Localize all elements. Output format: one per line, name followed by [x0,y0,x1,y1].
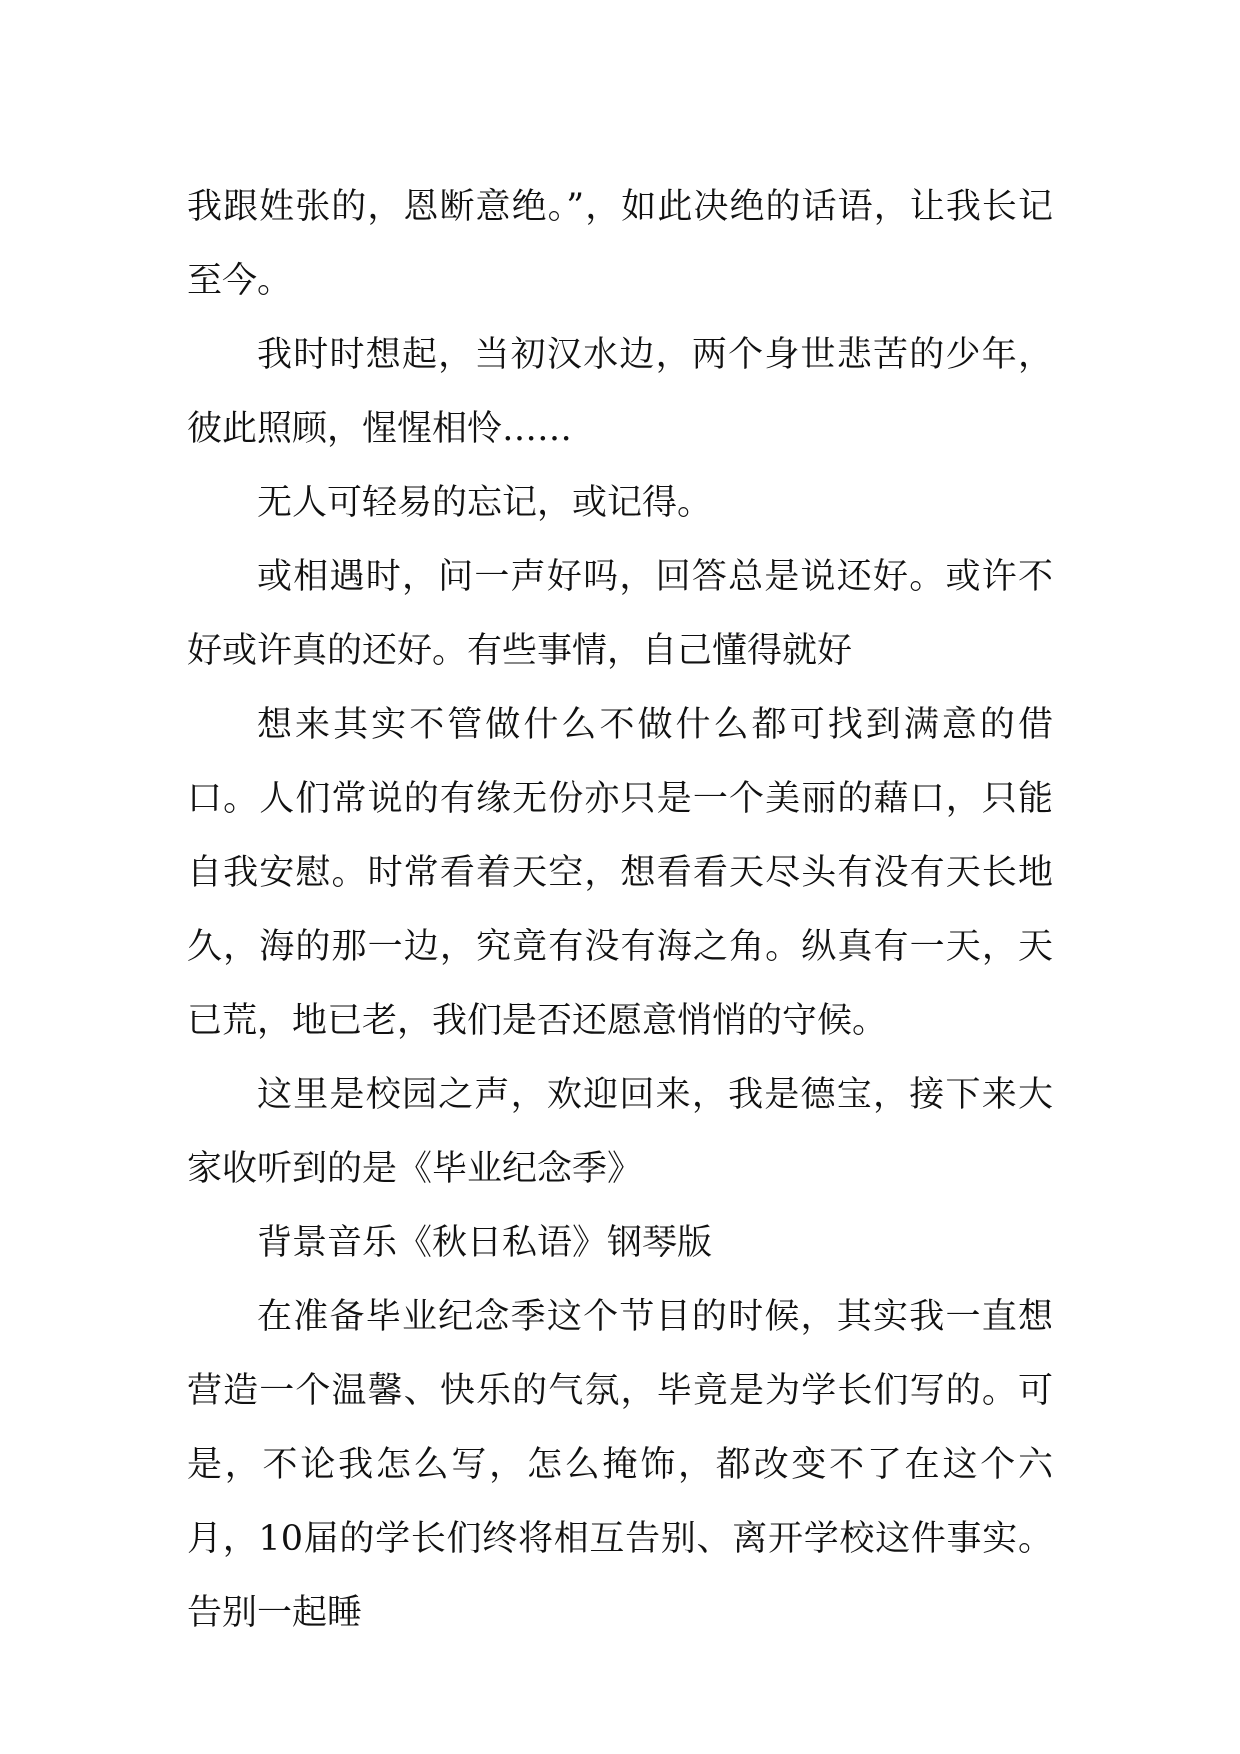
paragraph-2: 我时时想起，当初汉水边，两个身世悲苦的少年，彼此照顾，惺惺相怜…… [187,335,1053,449]
paragraph-1: 我跟姓张的，恩断意绝。”，如此决绝的话语，让我长记至今。 [187,187,1053,301]
paragraph-8: 在准备毕业纪念季这个节目的时候，其实我一直想营造一个温馨、快乐的气氛，毕竟是为学长们写的。可是，不论我怎么写，怎么掩饰，都改变不了在这个六月，10届的学长们终将相互告别、离开学校这件事实。告别一起睡 [187,1297,1053,1633]
paragraph-5: 想来其实不管做什么不做什么都可找到满意的借口。人们常说的有缘无份亦只是一个美丽的藉口，只能自我安慰。时常看着天空，想看看天尽头有没有天长地久，海的那一边，究竟有没有海之角。纵真有一天，天已荒，地已老，我们是否还愿意悄悄的守候。 [187,705,1053,1041]
paragraph-7: 背景音乐《秋日私语》钢琴版 [257,1223,713,1263]
paragraph-4: 或相遇时，问一声好吗，回答总是说还好。或许不好或许真的还好。有些事情，自己懂得就好 [187,557,1053,671]
paragraph-3: 无人可轻易的忘记，或记得。 [257,483,713,523]
body-text [187,170,1053,1650]
paragraph-6: 这里是校园之声，欢迎回来，我是德宝，接下来大家收听到的是《毕业纪念季》 [187,1075,1053,1189]
